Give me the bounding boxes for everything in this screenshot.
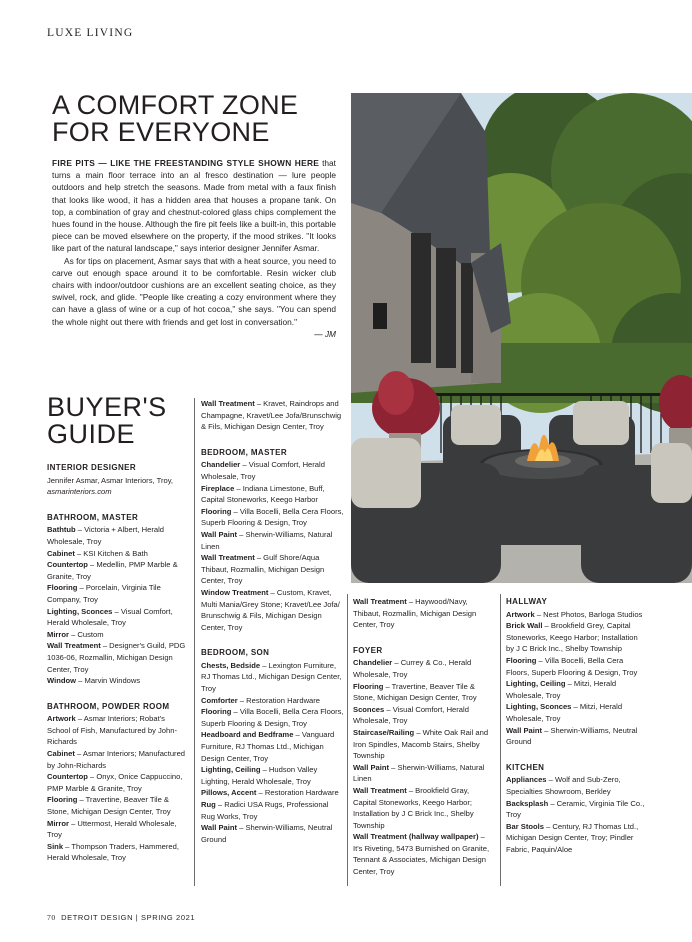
guide-entry-label: Flooring xyxy=(201,506,232,516)
column-divider xyxy=(194,398,195,886)
guide-entry-text: – Nest Photos, Barloga Studios xyxy=(534,609,643,619)
guide-entry xyxy=(47,606,190,629)
guide-entry xyxy=(47,818,190,841)
guide-entry xyxy=(201,822,344,845)
guide-entry-text: – Haywood/Navy, Thibaut, Rozmallin, Michigan Design Center, Troy xyxy=(353,597,477,630)
guide-entry-text: – Villa Bocelli, Bella Cera Floors, Superb Flooring & Design, Troy xyxy=(506,655,638,677)
guide-entry xyxy=(47,559,190,582)
guide-entry-label: Flooring xyxy=(506,655,537,665)
guide-entry xyxy=(201,729,344,764)
guide-entry xyxy=(353,831,493,877)
guide-section-heading: BEDROOM, SON xyxy=(201,648,270,658)
guide-entry xyxy=(47,748,190,771)
guide-entry-label: Flooring xyxy=(201,707,232,717)
guide-entry xyxy=(201,529,344,552)
guide-entry-label: Flooring xyxy=(47,583,78,593)
guide-section-heading: BEDROOM, MASTER xyxy=(201,447,287,457)
guide-entry-label: Backsplash xyxy=(506,798,549,808)
guide-entry-label: Wall Treatment xyxy=(353,785,407,795)
guide-entry-label: Flooring xyxy=(47,795,78,805)
guide-entry xyxy=(353,785,493,831)
guide-entry-label: Wall Treatment xyxy=(353,597,407,606)
guide-entry-text: – Hudson Valley Lighting, Herald Wholesale, Troy xyxy=(201,765,318,786)
guide-entry-label: Wall Treatment xyxy=(201,553,255,563)
guide-entry-text: asmarinteriors.com xyxy=(47,487,112,497)
entry-spacer xyxy=(201,633,344,641)
guide-entry-text: – Asmar Interiors; Manufactured by John-Richards xyxy=(47,749,186,770)
guide-entry-label: Flooring xyxy=(353,681,384,691)
guide-entry-text: – Villa Bocelli, Bella Cera Floors, Superb Flooring & Design, Troy xyxy=(201,707,344,728)
article-headline xyxy=(52,92,342,146)
guide-entry-text: – Visual Comfort, Herald Wholesale, Troy xyxy=(201,460,325,481)
guide-entry xyxy=(201,695,344,707)
guide-entry xyxy=(353,727,493,762)
buyers-guide-column-1 xyxy=(47,462,190,864)
guide-entry-label: Lighting, Sconces xyxy=(506,702,572,712)
guide-entry-label: Staircase/Railing xyxy=(353,727,415,737)
guide-entry-text: – Custom xyxy=(68,629,104,639)
article-lead: FIRE PITS — LIKE THE FREESTANDING STYLE SHOWN HERE xyxy=(52,158,320,168)
buyers-guide-column-4 xyxy=(506,596,646,855)
photo-illustration xyxy=(351,93,692,583)
headline-line-1: A COMFORT ZONE xyxy=(52,90,299,120)
guide-entry xyxy=(47,486,190,498)
guide-entry xyxy=(353,596,493,631)
guide-entry-text: – Sherwin-Williams, Neutral Ground xyxy=(506,725,638,747)
guide-entry-label: Sink xyxy=(47,841,64,851)
guide-section-heading: FOYER xyxy=(353,645,383,655)
guide-entry xyxy=(47,524,190,547)
guide-entry-text: – Sherwin-Williams, Natural Linen xyxy=(201,529,333,551)
guide-entry-label: Chests, Bedside xyxy=(201,660,261,670)
guide-entry-label: Window Treatment xyxy=(201,587,269,597)
guide-entry-text: – White Oak Rail and Iron Spindles, Macomb Stairs, Shelby Township xyxy=(353,727,489,761)
guide-entry xyxy=(47,675,190,687)
guide-entry-text: – Travertine, Beaver Tile & Stone, Michigan Design Center, Troy xyxy=(353,681,477,703)
guide-entry-text: – Sherwin-Williams, Neutral Ground xyxy=(201,823,333,844)
guide-entry xyxy=(201,459,344,482)
guide-entry-text: – Visual Comfort, Herald Wholesale, Troy xyxy=(353,704,469,726)
article-paragraph-2: As for tips on placement, Asmar says that with a heat source, you need to carve out enough space around it to be comfortable. Resin wicker club chairs with indoor/outdoor cushions are an excellent seating choice, as they swivel, rock, and glide. "People like creating a cozy environment where they can have a glass of wine or a cup of hot cocoa," she says. "You can spend the whole night out there with friends and get lost in conversation." xyxy=(52,255,336,327)
guide-entry-text: – Thompson Traders, Hammered, Herald Wholesale, Troy xyxy=(47,841,179,863)
guide-entry-text: – Custom, Kravet, Multi Mania/Grey Stone; Kravet/Lee Jofa/ Brunschwig & Fils, Michigan Design Center, Troy xyxy=(201,587,340,632)
guide-section-heading: BATHROOM, MASTER xyxy=(47,512,139,522)
guide-entry-label: Wall Paint xyxy=(201,823,238,833)
guide-entry-text: – It's Riveting, 5473 Burnished on Granite, Tennant & Associates, Michigan Design Center, Troy xyxy=(353,832,490,877)
publication-name: DETROIT DESIGN | SPRING 2021 xyxy=(61,913,196,922)
buyers-guide-title-line-2: GUIDE xyxy=(47,419,136,449)
guide-entry xyxy=(201,764,344,787)
guide-entry xyxy=(201,398,344,433)
guide-entry-label: Cabinet xyxy=(47,749,75,759)
page-number: 70 xyxy=(47,913,56,922)
section-label: LUXE LIVING xyxy=(47,27,134,39)
guide-entry-label: Cabinet xyxy=(47,548,75,558)
guide-entry-label: Lighting, Ceiling xyxy=(506,679,566,689)
guide-entry-text: – Currey & Co., Herald Wholesale, Troy xyxy=(353,658,472,679)
entry-spacer xyxy=(353,631,493,639)
guide-entry-text: – Wolf and Sub-Zero, Specialties Showroom, Berkley xyxy=(506,775,621,796)
guide-entry xyxy=(506,774,646,797)
column-divider xyxy=(500,594,501,886)
guide-entry xyxy=(353,681,493,704)
guide-entry xyxy=(201,587,344,633)
guide-entry-text: – Kravet, Raindrops and Champagne, Kravet/Lee Jofa/Brunschwig & Fils, Michigan Design Center, Troy xyxy=(201,399,342,432)
buyers-guide-title-line-1: BUYER'S xyxy=(47,392,167,422)
guide-entry-label: Appliances xyxy=(506,775,547,785)
guide-entry-text: – Sherwin-Williams, Natural Linen xyxy=(353,762,485,784)
buyers-guide-title xyxy=(47,394,167,448)
guide-entry xyxy=(506,725,646,748)
guide-entry xyxy=(47,548,190,560)
guide-entry-label: Countertop xyxy=(47,560,88,570)
guide-entry-text: Jennifer Asmar, Asmar Interiors, Troy, xyxy=(47,475,174,485)
guide-entry xyxy=(506,821,646,856)
guide-entry-label: Mirror xyxy=(47,818,69,828)
guide-entry-label: Pillows, Accent xyxy=(201,788,257,798)
guide-entry-label: Bathtub xyxy=(47,525,76,535)
guide-entry-label: Fireplace xyxy=(201,483,235,493)
guide-entry xyxy=(506,620,646,655)
guide-section-heading: BATHROOM, POWDER ROOM xyxy=(47,701,170,711)
guide-entry xyxy=(353,762,493,785)
guide-entry xyxy=(353,704,493,727)
guide-entry-label: Chandelier xyxy=(353,658,393,668)
guide-entry xyxy=(47,582,190,605)
guide-entry-label: Rug xyxy=(201,800,216,809)
guide-entry xyxy=(201,506,344,529)
guide-entry-label: Mirror xyxy=(47,629,69,639)
guide-entry-label: Wall Treatment xyxy=(201,399,255,408)
guide-entry-label: Window xyxy=(47,676,77,686)
guide-entry-text: – Onyx, Onice Cappuccino, PMP Marble & Granite, Troy xyxy=(47,772,183,793)
guide-entry-text: – Medellin, PMP Marble & Granite, Troy xyxy=(47,560,178,581)
guide-entry-text: – Victoria + Albert, Herald Wholesale, Troy xyxy=(47,525,164,546)
guide-entry-text: – Ceramic, Virginia Tile Co., Troy xyxy=(506,798,645,820)
guide-entry-text: – Indiana Limestone, Buff, Capital Stoneworks, Keego Harbor xyxy=(201,483,325,505)
guide-entry-text: – Century, RJ Thomas Ltd., Michigan Design Center, Troy; Pindler Fabric, Paquin/Aloe xyxy=(506,821,639,854)
guide-entry-label: Chandelier xyxy=(201,460,241,470)
guide-entry-label: Brick Wall xyxy=(506,621,543,631)
guide-entry-text: – Vanguard Furniture, RJ Thomas Ltd., Michigan Design Center, Troy xyxy=(201,730,335,763)
guide-entry-text: – Lexington Furniture, RJ Thomas Ltd., Michigan Design Center, Troy xyxy=(201,660,342,694)
guide-entry-text: – Designer's Guild, PDG 1036-06, Rozmallin, Michigan Design Center, Troy xyxy=(47,641,186,674)
guide-entry-label: Bar Stools xyxy=(506,821,544,831)
guide-entry-label: Sconces xyxy=(353,704,385,714)
guide-entry-text: – Porcelain, Virginia Tile Company, Troy xyxy=(47,583,161,604)
guide-entry xyxy=(47,629,190,641)
guide-entry xyxy=(353,657,493,680)
guide-entry xyxy=(201,799,344,822)
guide-entry-text: – Mitzi, Herald Wholesale, Troy xyxy=(506,679,617,700)
guide-entry xyxy=(47,771,190,794)
entry-spacer xyxy=(506,748,646,756)
guide-entry-label: Lighting, Sconces xyxy=(47,606,113,616)
guide-entry-label: Lighting, Ceiling xyxy=(201,765,261,775)
guide-entry xyxy=(47,713,190,748)
guide-entry xyxy=(506,701,646,724)
article-paragraph-1 xyxy=(52,157,336,255)
column-divider xyxy=(347,594,348,886)
guide-entry xyxy=(201,483,344,506)
article-paragraph-1-text: that turns a main floor terrace into an al fresco destination — lure people outdoors and help stretch the seasons. Made from metal with a faux finish that looks like wood, it has a hidden area that houses a propane tank. On top, a combination of gray and chestnut-colored glass chips complement the hues found in the house. Although the fire pit feels like a built-in, this portable piece can be moved elsewhere on the property, if the mood strikes. "It looks like part of the natural landscape," says interior designer Jennifer Asmar. xyxy=(52,158,336,254)
guide-entry xyxy=(201,706,344,729)
guide-entry-text: – Mitzi, Herald Wholesale, Troy xyxy=(506,702,623,723)
guide-entry xyxy=(506,655,646,678)
guide-entry xyxy=(47,475,190,487)
guide-entry-text: – Gulf Shore/Aqua Thibaut, Rozmallin, Michigan Design Center, Troy xyxy=(201,553,325,586)
guide-section-heading: HALLWAY xyxy=(506,597,548,606)
guide-entry-label: Artwork xyxy=(47,714,76,724)
guide-entry xyxy=(201,660,344,695)
guide-entry-label: Wall Treatment (hallway wallpaper) xyxy=(353,832,479,842)
entry-spacer xyxy=(47,687,190,695)
guide-entry-label: Wall Paint xyxy=(353,762,390,772)
guide-entry xyxy=(201,787,344,799)
guide-entry xyxy=(47,794,190,817)
guide-entry-text: – Asmar Interiors; Robat's School of Fish, Manufactured by John-Richards xyxy=(47,714,178,747)
patio-fire-pit-photo xyxy=(351,93,692,583)
page-footer xyxy=(47,913,195,922)
guide-entry-label: Wall Paint xyxy=(506,725,543,735)
guide-entry-label: Headboard and Bedframe xyxy=(201,730,294,740)
guide-section-heading: INTERIOR DESIGNER xyxy=(47,463,137,472)
guide-entry-label: Comforter xyxy=(201,695,238,705)
article-body xyxy=(52,157,336,340)
guide-entry-text: – KSI Kitchen & Bath xyxy=(74,548,148,558)
headline-line-2: FOR EVERYONE xyxy=(52,117,270,147)
guide-entry-label: Wall Treatment xyxy=(47,641,101,651)
guide-entry-text: – Visual Comfort, Herald Wholesale, Troy xyxy=(47,606,173,628)
guide-entry xyxy=(506,609,646,621)
guide-entry-text: – Marvin Windows xyxy=(76,676,141,686)
article-signature: — JM xyxy=(314,328,336,339)
guide-entry xyxy=(47,640,190,675)
entry-spacer xyxy=(47,498,190,506)
guide-entry-text: – Restoration Hardware xyxy=(237,695,321,705)
entry-spacer xyxy=(201,433,344,441)
guide-entry-text: – Travertine, Beaver Tile & Stone, Michigan Design Center, Troy xyxy=(47,795,171,817)
buyers-guide-column-2 xyxy=(201,398,344,845)
guide-entry-text: – Restoration Hardware xyxy=(256,788,339,798)
guide-entry-text: – Uttermost, Herald Wholesale, Troy xyxy=(47,818,177,840)
guide-section-heading: KITCHEN xyxy=(506,762,545,772)
guide-entry-text: – Brookfield Gray, Capital Stoneworks, Keego Harbor; Installation by J C Brick Inc., Shelby Township xyxy=(353,785,474,830)
guide-entry-label: Artwork xyxy=(506,609,535,619)
guide-entry-label: Wall Paint xyxy=(201,529,238,539)
guide-entry xyxy=(47,841,190,864)
guide-entry xyxy=(506,798,646,821)
buyers-guide-column-3 xyxy=(353,596,493,878)
guide-entry-text: – Radici USA Rugs, Professional Rug Works, Troy xyxy=(201,800,329,821)
guide-entry-text: – Brookfield Grey, Capital Stoneworks, Keego Harbor; Installation by J C Brick Inc., Shelby Township xyxy=(506,621,638,654)
guide-entry xyxy=(506,678,646,701)
guide-entry xyxy=(201,552,344,587)
guide-entry-label: Countertop xyxy=(47,772,88,782)
guide-entry-text: – Villa Bocelli, Bella Cera Floors, Superb Flooring & Design, Troy xyxy=(201,506,344,528)
